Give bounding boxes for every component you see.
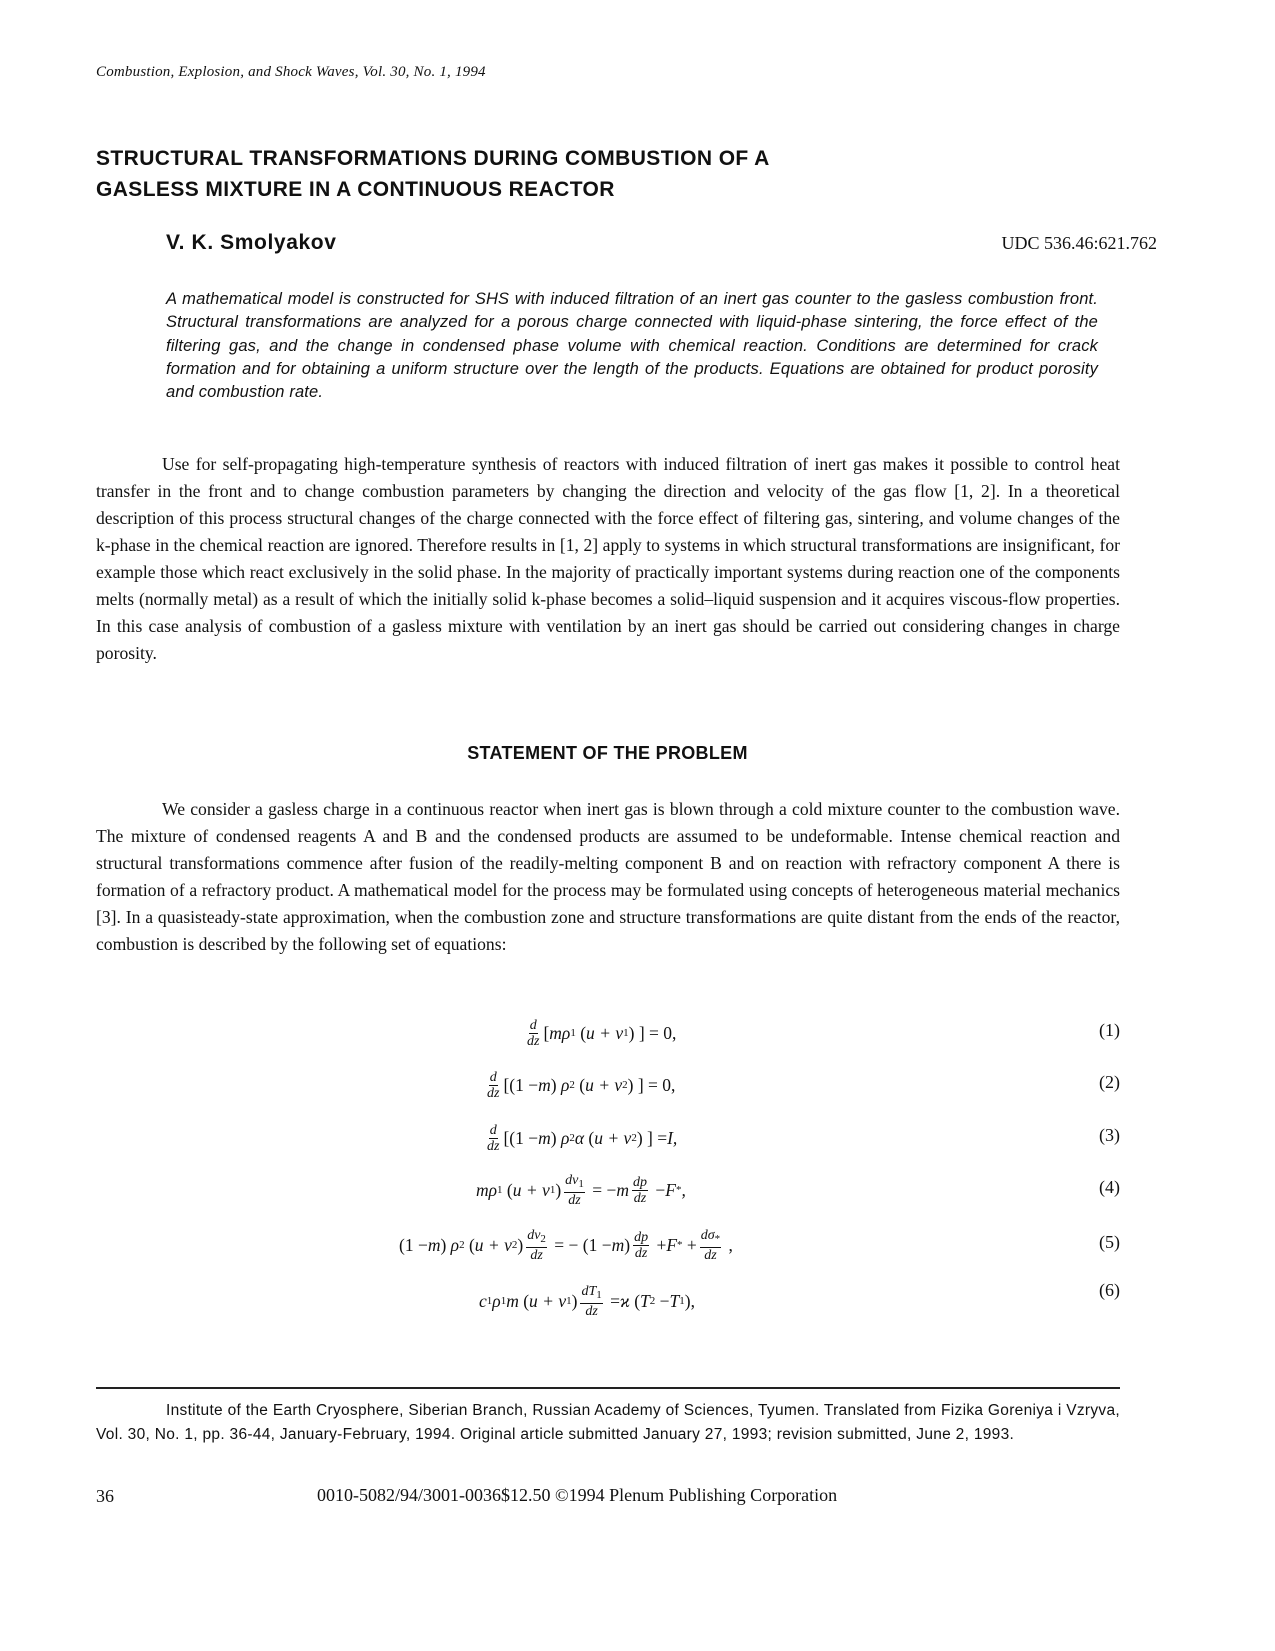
problem-paragraph: We consider a gasless charge in a continuous reactor when inert gas is blown through a cold mixture counter to the combustion wave. The mixture of condensed reagents A and B and the condensed products are assumed to be undeformable. Intense chemical reaction and structural transformations commence after fusion of the readily-melting component B and on reaction with refractory component A there is formation of a refractory product. A mathematical model for the process may be formulated using concepts of heterogeneous material mechanics [3]. In a quasisteady-state approximation, when the combustion zone and structure transformations are quite distant from the ends of the reactor, combustion is described by the following set of equations: bbox=[96, 799, 1120, 954]
equation-6-number: (6) bbox=[1099, 1280, 1120, 1300]
equation-4-number: (4) bbox=[1099, 1177, 1120, 1197]
equation-1 bbox=[96, 1010, 1120, 1056]
title-line-1: STRUCTURAL TRANSFORMATIONS DURING COMBUSTION OF A bbox=[96, 147, 770, 170]
equation-5 bbox=[96, 1222, 1120, 1268]
equation-3 bbox=[96, 1115, 1120, 1161]
equation-4-formula: mρ 1 ( u + v 1 ) $\frac{dv_1}{dz}$ = − m $\frac{dp}{dz}$ − F * , bbox=[476, 1172, 686, 1208]
page-number: 36 bbox=[96, 1486, 114, 1506]
author-name: V. K. Smolyakov bbox=[166, 231, 337, 254]
equation-6 bbox=[96, 1278, 1120, 1324]
equation-3-formula: $\frac{d}{dz}$ [(1 − m ) ρ 2 α ( u + v 2 ) ] = I, bbox=[487, 1122, 678, 1154]
title-line-2: GASLESS MIXTURE IN A CONTINUOUS REACTOR bbox=[96, 178, 615, 201]
equation-5-number: (5) bbox=[1099, 1232, 1120, 1252]
abstract: A mathematical model is constructed for SHS with induced filtration of an inert gas counter to the gasless combustion front. Structural transformations are analyzed for a porous charge connected with liquid-phase sintering, the force effect of the filtering gas, and the change in condensed phase volume with chemical reaction. Conditions are determined for crack formation and for obtaining a uniform structure over the length of the products. Equations are obtained for product porosity and combustion rate. bbox=[166, 290, 1098, 402]
copyright-line: 0010-5082/94/3001-0036$12.50 ©1994 Plenum Publishing Corporation bbox=[317, 1485, 838, 1505]
equation-3-number: (3) bbox=[1099, 1125, 1120, 1145]
udc-code: UDC 536.46:621.762 bbox=[1001, 233, 1157, 253]
article-title bbox=[96, 143, 1146, 205]
section-heading: STATEMENT OF THE PROBLEM bbox=[467, 743, 748, 763]
equation-2-formula: $\frac{d}{dz}$ [(1 − m ) ρ 2 ( u + v 2 ) ] = 0, bbox=[487, 1069, 676, 1101]
journal-header: Combustion, Explosion, and Shock Waves, Vol. 30, No. 1, 1994 bbox=[96, 64, 486, 80]
equation-4 bbox=[96, 1167, 1120, 1213]
equation-2-number: (2) bbox=[1099, 1072, 1120, 1092]
equation-2 bbox=[96, 1062, 1120, 1108]
footnote: Institute of the Earth Cryosphere, Siberian Branch, Russian Academy of Sciences, Tyumen. Translated from Fizika Goreniya i Vzryva, Vol. 30, No. 1, pp. 36-44, January-February, 1994. Original article submitted January 27, 1993; revision submitted, June 2, 1993. bbox=[96, 1402, 1120, 1443]
footnote-divider bbox=[96, 1387, 1120, 1389]
equation-1-formula: $\frac{d}{dz}$ [ mρ 1 ( u + v 1 ) ] = 0, bbox=[527, 1017, 677, 1049]
intro-paragraph: Use for self-propagating high-temperature synthesis of reactors with induced filtration of inert gas makes it possible to control heat transfer in the front and to change combustion parameters by changing the direction and velocity of the gas flow [1, 2]. In a theoretical description of this process structural changes of the charge connected with the force effect of filtering gas, sintering, and volume changes of the k-phase in the chemical reaction are ignored. Therefore results in [1, 2] apply to systems in which structural transformations are insignificant, for example those which react exclusively in the solid phase. In the majority of practically important systems during reaction one of the components melts (normally metal) as a result of which the initially solid k-phase becomes a solid–liquid suspension and it acquires viscous-flow properties. In this case analysis of combustion of a gasless mixture with ventilation by an inert gas should be carried out considering changes in charge porosity. bbox=[96, 454, 1120, 663]
equation-5-formula: (1 − m ) ρ 2 ( u + v 2 ) $\frac{dv_2}{dz}$ = − (1 − m ) $\frac{dp}{dz}$ + F * + $\frac{d\sigma_*}{dz}$ , bbox=[399, 1227, 733, 1263]
equation-6-formula: c 1 ρ 1 m ( u + v 1 ) $\frac{dT_1}{dz}$ = ϰ ( T 2 − T 1 ), bbox=[479, 1283, 695, 1319]
equation-1-number: (1) bbox=[1099, 1020, 1120, 1040]
